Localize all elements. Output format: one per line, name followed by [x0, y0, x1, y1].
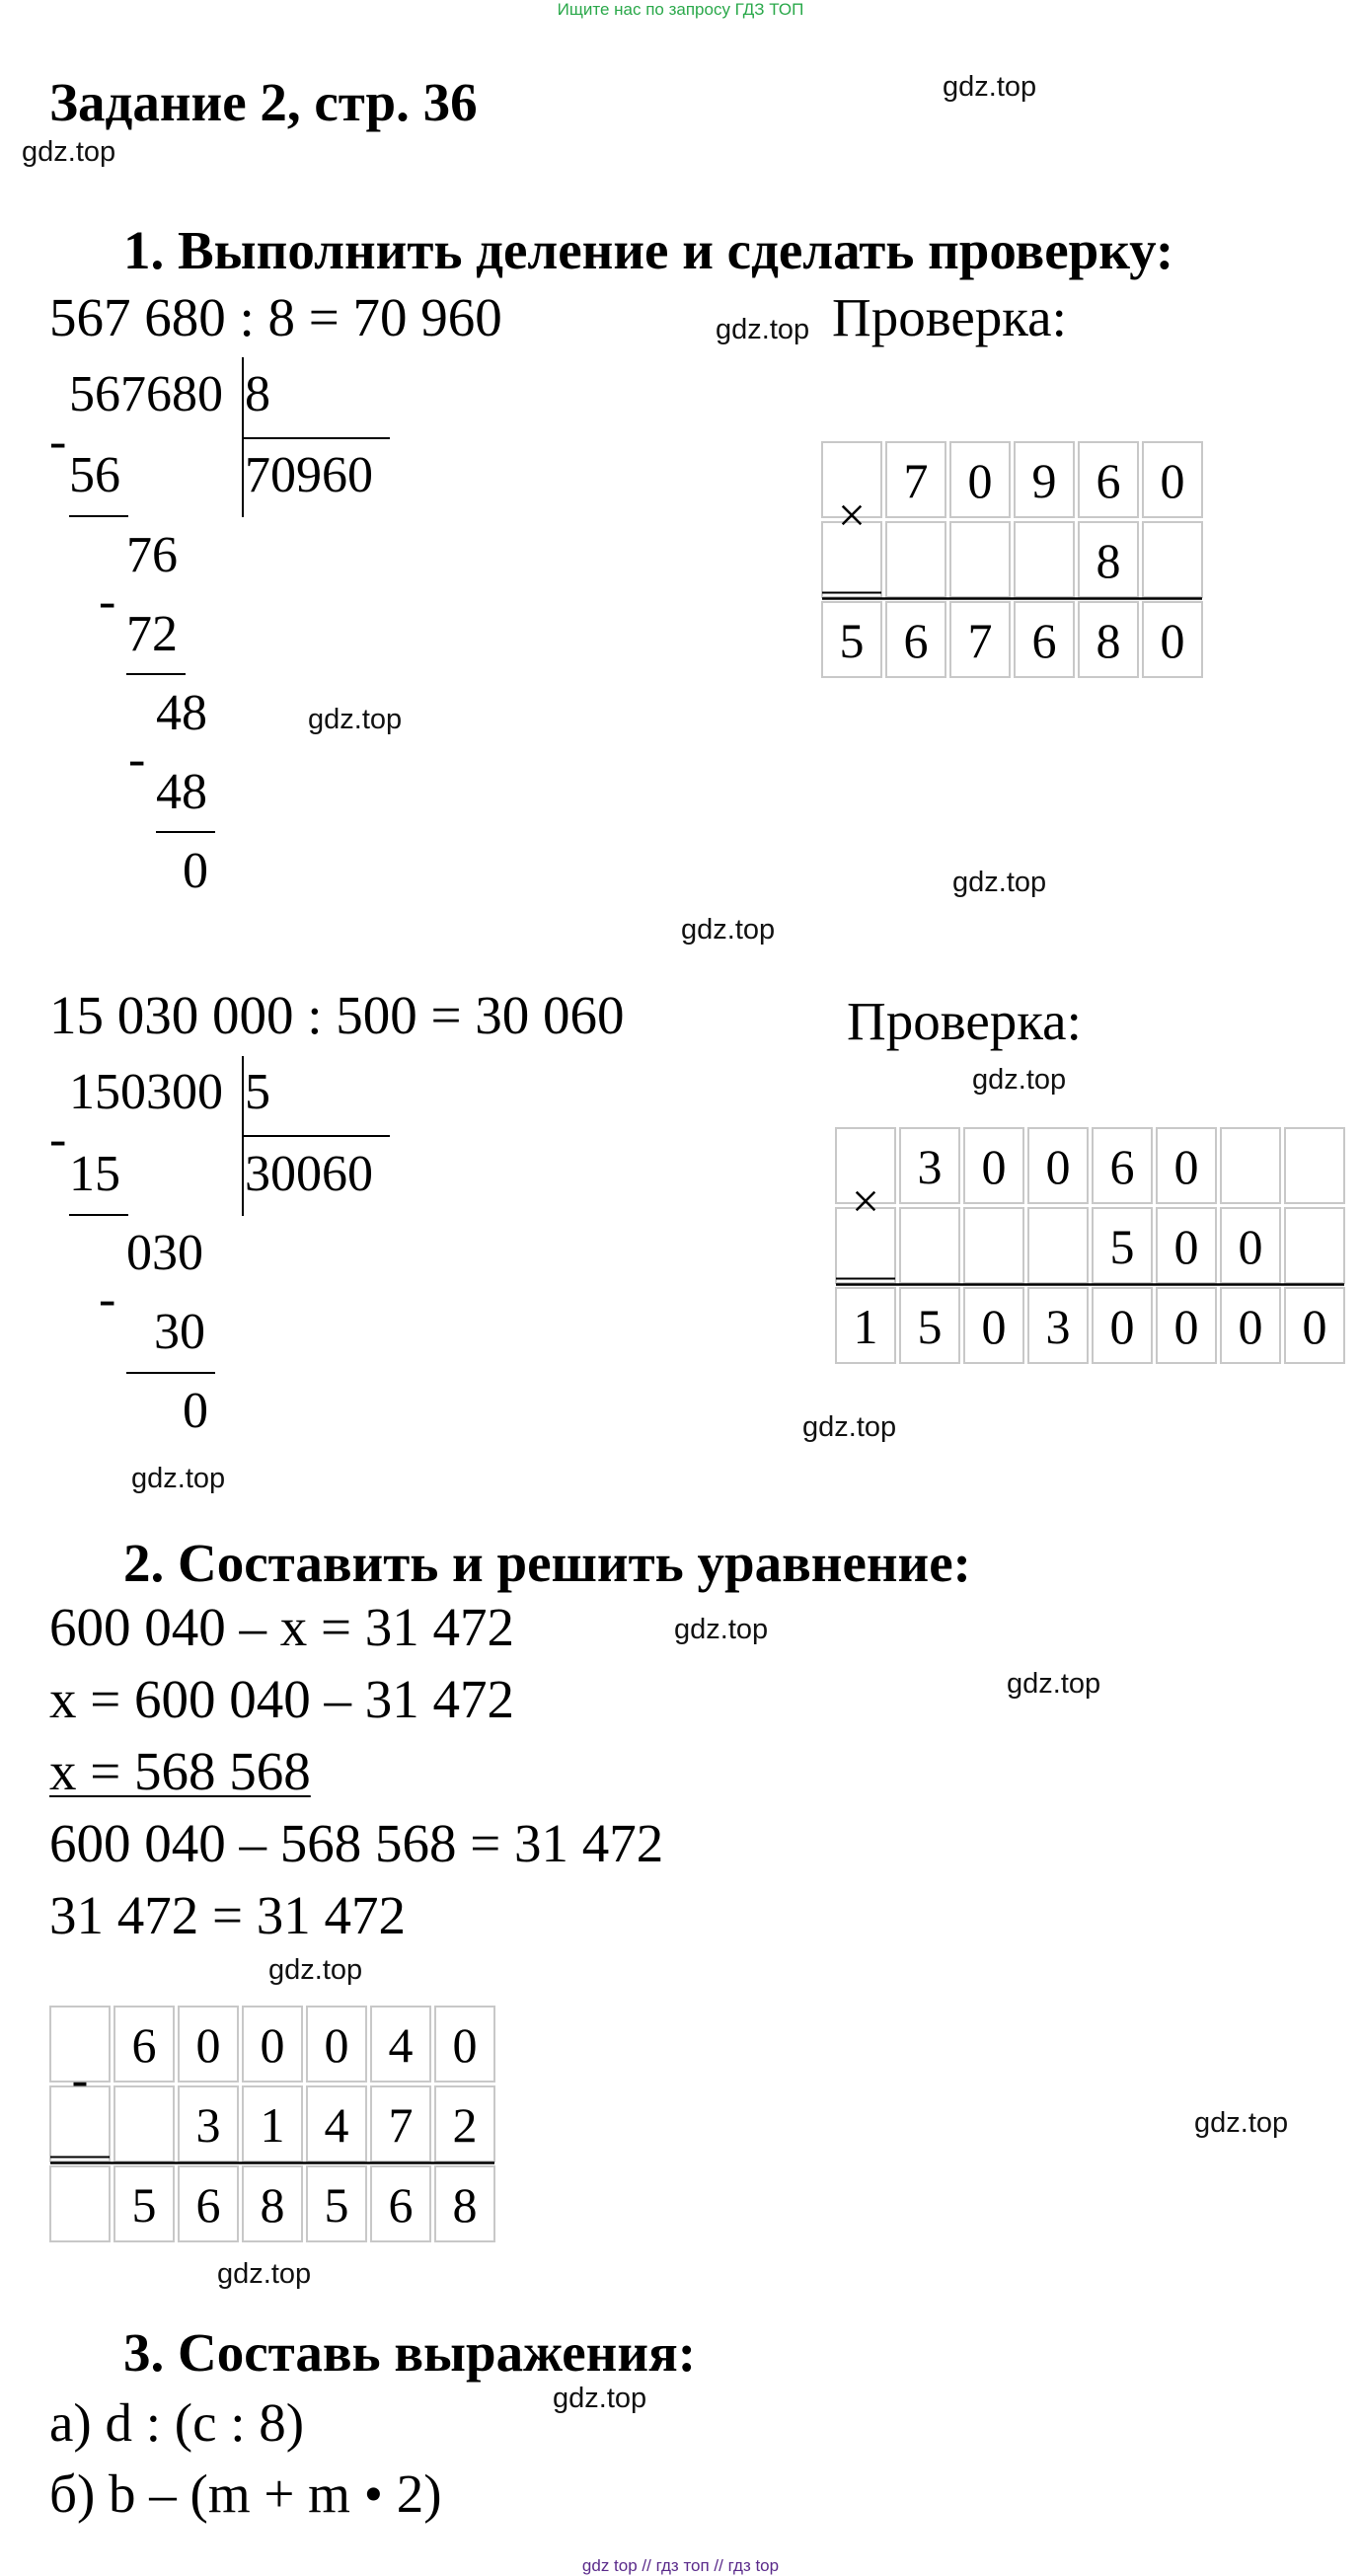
task2-heading: 2. Составить и решить уравнение: — [123, 1533, 971, 1593]
division-step: 72 — [126, 606, 178, 662]
watermark: gdz.top — [1194, 2107, 1289, 2139]
grid-cell — [1143, 522, 1202, 597]
grid-digit: 6 — [903, 613, 929, 668]
task3-heading: 3. Составь выражения: — [123, 2322, 697, 2383]
grid-digit: 0 — [195, 2017, 221, 2073]
subtraction-grid — [50, 2007, 504, 2243]
grid-digit: 0 — [1045, 1139, 1071, 1194]
grid-digit: 1 — [853, 1299, 878, 1354]
grid-digit: 0 — [1302, 1299, 1327, 1354]
watermark: gdz.top — [22, 136, 116, 168]
grid-digit: 7 — [967, 613, 993, 668]
grid-digit: 0 — [452, 2017, 478, 2073]
watermark: gdz.top — [972, 1064, 1067, 1096]
grid-digit: 5 — [131, 2177, 157, 2233]
grid-cell — [1285, 1128, 1344, 1203]
grid-digit: 5 — [917, 1299, 943, 1354]
watermark: gdz.top — [1007, 1668, 1101, 1700]
watermark: gdz.top — [268, 1954, 363, 1986]
grid-digit: 3 — [1045, 1299, 1071, 1354]
division-step: 0 — [183, 843, 208, 899]
grid-digit: 6 — [1031, 613, 1057, 668]
quotient: 70960 — [245, 447, 373, 503]
grid-cell — [886, 522, 945, 597]
watermark: gdz.top — [308, 704, 403, 735]
division-step: 30 — [154, 1304, 205, 1360]
grid-cell — [1028, 1208, 1088, 1283]
grid-cell — [1015, 522, 1074, 597]
grid-digit: 0 — [1109, 1299, 1135, 1354]
division-step: 48 — [156, 764, 207, 820]
equation-line: 31 472 = 31 472 — [49, 1885, 407, 1945]
grid-digit: 0 — [1238, 1219, 1263, 1274]
dividend: 567680 — [69, 366, 223, 422]
grid-digit: 6 — [131, 2017, 157, 2073]
division-step: 48 — [156, 685, 207, 741]
equation-line: 600 040 – x = 31 472 — [49, 1597, 515, 1657]
grid-cell — [50, 2166, 110, 2241]
equation-line: x = 600 040 – 31 472 — [49, 1669, 515, 1729]
watermark: gdz.top — [943, 71, 1037, 103]
grid-digit: 6 — [1109, 1139, 1135, 1194]
grid-digit: 8 — [260, 2177, 285, 2233]
grid-digit: 5 — [324, 2177, 349, 2233]
watermark: gdz.top — [131, 1463, 226, 1494]
watermark: gdz.top — [217, 2258, 312, 2290]
operator-sign: × — [837, 487, 867, 543]
divisor: 5 — [245, 1064, 270, 1120]
equation-answer: x = 568 568 — [49, 1741, 311, 1801]
grid-digit: 6 — [1096, 453, 1121, 508]
watermark: gdz.top — [952, 867, 1047, 898]
page-title: Задание 2, стр. 36 — [49, 72, 478, 132]
grid-cell — [1285, 1208, 1344, 1283]
grid-digit: 0 — [981, 1299, 1007, 1354]
expression-b: б) b – (m + m • 2) — [49, 2463, 442, 2524]
grid-digit: 4 — [324, 2097, 349, 2153]
grid-digit: 0 — [967, 453, 993, 508]
grid-digit: 8 — [452, 2177, 478, 2233]
watermark: gdz.top — [802, 1411, 897, 1443]
grid-digit: 9 — [1031, 453, 1057, 508]
grid-cell — [964, 1208, 1023, 1283]
watermark: gdz.top — [716, 314, 810, 345]
task1-heading: 1. Выполнить деление и сделать проверку: — [123, 220, 1174, 280]
grid-digit: 0 — [1238, 1299, 1263, 1354]
watermark: gdz.top — [674, 1614, 769, 1645]
equation-line: 600 040 – 568 568 = 31 472 — [49, 1813, 664, 1873]
grid-digit: 0 — [1160, 613, 1185, 668]
expression-a: а) d : (c : 8) — [49, 2392, 305, 2453]
operator-sign: × — [851, 1173, 880, 1229]
quotient: 30060 — [245, 1146, 373, 1202]
division-step: 56 — [69, 447, 120, 503]
grid-cell — [114, 2086, 174, 2161]
grid-digit: 0 — [260, 2017, 285, 2073]
grid-digit: 6 — [388, 2177, 414, 2233]
division-step: 76 — [126, 527, 178, 583]
bottom-banner[interactable]: gdz top // гдз топ // гдз top — [581, 2556, 780, 2575]
grid-digit: 0 — [1160, 453, 1185, 508]
grid-digit: 0 — [1173, 1299, 1199, 1354]
grid-digit: 0 — [1173, 1139, 1199, 1194]
grid-digit: 8 — [1096, 533, 1121, 588]
grid-digit: 0 — [1173, 1219, 1199, 1274]
grid-digit: 1 — [260, 2097, 285, 2153]
check-label-2: Проверка: — [847, 991, 1082, 1051]
operator-sign: - — [71, 2051, 89, 2107]
division-step: 15 — [69, 1146, 120, 1202]
grid-digit: 2 — [452, 2097, 478, 2153]
grid-cell — [1221, 1128, 1280, 1203]
grid-digit: 0 — [981, 1139, 1007, 1194]
grid-digit: 4 — [388, 2017, 414, 2073]
check-grid-2 — [836, 1128, 1349, 1365]
check-label-1: Проверка: — [832, 287, 1067, 347]
grid-digit: 7 — [388, 2097, 414, 2153]
grid-digit: 7 — [903, 453, 929, 508]
grid-digit: 5 — [839, 613, 865, 668]
grid-digit: 5 — [1109, 1219, 1135, 1274]
top-banner[interactable]: Ищите нас по запросу ГДЗ ТОП — [557, 0, 804, 19]
division-step: 0 — [183, 1383, 208, 1439]
grid-digit: 3 — [917, 1139, 943, 1194]
grid-digit: 8 — [1096, 613, 1121, 668]
equation-2: 15 030 000 : 500 = 30 060 — [49, 985, 625, 1045]
grid-digit: 0 — [324, 2017, 349, 2073]
watermark: gdz.top — [681, 914, 776, 946]
grid-cell — [950, 522, 1010, 597]
grid-digit: 6 — [195, 2177, 221, 2233]
grid-digit: 3 — [195, 2097, 221, 2153]
dividend: 150300 — [69, 1064, 223, 1120]
watermark: gdz.top — [553, 2383, 647, 2414]
equation-1: 567 680 : 8 = 70 960 — [49, 287, 502, 347]
grid-cell — [900, 1208, 959, 1283]
division-step: 030 — [126, 1225, 203, 1281]
check-grid-1 — [822, 442, 1207, 679]
divisor: 8 — [245, 366, 270, 422]
